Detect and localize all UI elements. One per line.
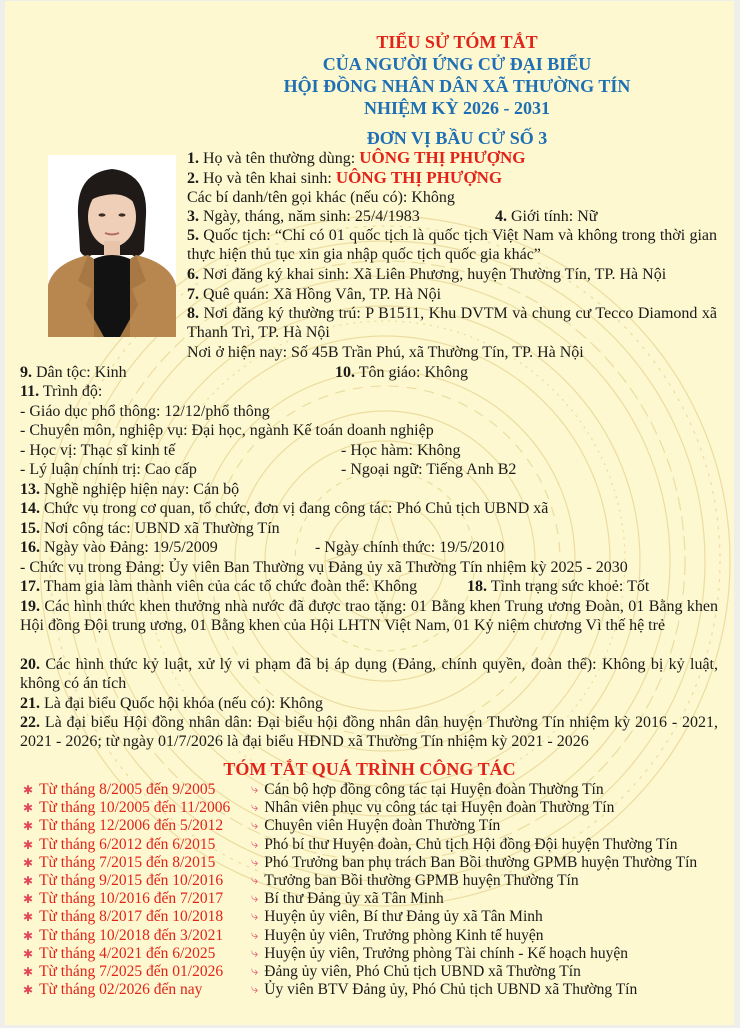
candidate-name: UÔNG THỊ PHƯỢNG bbox=[359, 148, 526, 167]
career-role: Huyện ủy viên, Trưởng phòng Tài chính - Kế hoạch huyện bbox=[264, 944, 629, 962]
field-birth-name: 2. Họ và tên khai sinh: UÔNG THỊ PHƯỢNG bbox=[187, 168, 503, 187]
career-period: Từ tháng 7/2025 đến 01/2026 bbox=[39, 963, 224, 981]
field-qualification: 11. Trình độ: bbox=[20, 383, 103, 400]
career-role: Chuyên viên Huyện đoàn Thường Tín bbox=[264, 817, 501, 835]
arrow-icon: ⤷ bbox=[251, 854, 259, 870]
bullet-icon: ✱ bbox=[23, 855, 34, 870]
career-item bbox=[23, 945, 697, 963]
career-item bbox=[23, 963, 697, 981]
field-national-assembly: 21. Là đại biểu Quốc hội khóa (nếu có): Không bbox=[20, 695, 324, 712]
field-party-join-date: 16. Ngày vào Đảng: 19/5/2009 bbox=[20, 539, 218, 556]
career-role: Đảng ủy viên, Phó Chủ tịch UBND xã Thường Tín bbox=[264, 963, 581, 981]
field-date-of-birth: 3. Ngày, tháng, năm sinh: 25/4/1983 bbox=[187, 208, 420, 225]
arrow-icon: ⤷ bbox=[251, 891, 259, 907]
career-section-title: TÓM TẮT QUÁ TRÌNH CÔNG TÁC bbox=[223, 759, 516, 779]
career-role: Phó Trưởng ban phụ trách Ban Bồi thường GPMB huyện Thường Tín bbox=[264, 853, 698, 871]
arrow-icon: ⤷ bbox=[251, 982, 259, 998]
portrait-icon bbox=[48, 155, 176, 337]
career-role: Huyện ủy viên, Trưởng phòng Kinh tế huyện bbox=[264, 926, 544, 944]
field-birth-registration: 6. Nơi đăng ký khai sinh: Xã Liên Phương, huyện Thường Tín, TP. Hà Nội bbox=[187, 266, 667, 283]
career-period: Từ tháng 9/2015 đến 10/2016 bbox=[39, 872, 224, 890]
field-political-theory: - Lý luận chính trị: Cao cấp bbox=[20, 461, 197, 478]
field-nationality: 5. Quốc tịch: “Chỉ có 01 quốc tịch là quốc tịch Việt Nam và không trong thời gian thực hiện thủ tục xin gia nhập quốc tịch quốc gia khác” bbox=[187, 227, 717, 264]
electoral-unit: ĐƠN VỊ BẦU CỬ SỐ 3 bbox=[366, 128, 548, 148]
document-header bbox=[5, 31, 734, 149]
field-workplace: 15. Nơi công tác: UBND xã Thường Tín bbox=[20, 520, 280, 537]
field-occupation: 13. Nghề nghiệp hiện nay: Cán bộ bbox=[20, 481, 240, 498]
career-item bbox=[23, 908, 697, 926]
career-item bbox=[23, 817, 697, 835]
career-period: Từ tháng 10/2018 đến 3/2021 bbox=[39, 926, 224, 944]
field-awards: 19. Các hình thức khen thưởng nhà nước đã được trao tặng: 01 Bằng khen Trung ương Đoàn, 01 Bằng khen Hội đồng Đội trung ương, 01 Bằng khen của Hội LHTN Việt Nam, 01 Kỷ niệm chương Vì thế hệ trẻ bbox=[20, 598, 718, 635]
career-item bbox=[23, 890, 697, 908]
career-period: Từ tháng 10/2016 đến 7/2017 bbox=[39, 890, 224, 908]
field-permanent-residence: 8. Nơi đăng ký thường trú: P B1511, Khu DVTM và chung cư Tecco Diamond xã Thanh Trì, TP. Hà Nội bbox=[187, 305, 717, 342]
career-role: Ủy viên BTV Đảng ủy, Phó Chủ tịch UBND xã Thường Tín bbox=[264, 981, 638, 999]
subtitle-council: HỘI ĐỒNG NHÂN DÂN XÃ THƯỜNG TÍN bbox=[283, 76, 631, 96]
career-role: Nhân viên phục vụ công tác tại Huyện đoàn Thường Tín bbox=[264, 799, 615, 817]
bullet-icon: ✱ bbox=[23, 910, 34, 925]
bullet-icon: ✱ bbox=[23, 819, 34, 834]
candidate-photo bbox=[48, 155, 176, 337]
bullet-icon: ✱ bbox=[23, 928, 34, 943]
field-council-deputy: 22. Là đại biểu Hội đồng nhân dân: Đại biểu hội đồng nhân dân huyện Thường Tín nhiệm kỳ 2016 - 2021, 2021 - 2026; từ ngày 01/7/2026 là đại biểu HĐND xã Thường Tín nhiệm kỳ 2021 - 2026 bbox=[20, 714, 718, 751]
arrow-icon: ⤷ bbox=[251, 927, 259, 943]
arrow-icon: ⤷ bbox=[251, 964, 259, 980]
arrow-icon: ⤷ bbox=[251, 818, 259, 834]
career-item bbox=[23, 799, 697, 817]
field-common-name: 1. Họ và tên thường dùng: UÔNG THỊ PHƯỢNG bbox=[187, 148, 526, 167]
career-role: Cán bộ hợp đồng công tác tại Huyện đoàn Thường Tín bbox=[264, 781, 604, 798]
field-religion: 10. Tôn giáo: Không bbox=[335, 364, 469, 381]
career-role: Phó bí thư Huyện đoàn, Chủ tịch Hội đồng Đội huyện Thường Tín bbox=[264, 835, 678, 853]
arrow-icon: ⤷ bbox=[251, 836, 259, 852]
career-list bbox=[23, 781, 697, 999]
field-foreign-language: - Ngoại ngữ: Tiếng Anh B2 bbox=[341, 461, 517, 478]
field-discipline: 20. Các hình thức kỷ luật, xử lý vi phạm đã bị áp dụng (Đảng, chính quyền, đoàn thể): Không bị kỷ luật, không có án tích bbox=[20, 656, 718, 693]
field-position: 14. Chức vụ trong cơ quan, tổ chức, đơn vị đang công tác: Phó Chủ tịch UBND xã bbox=[20, 500, 549, 517]
field-gender: 4. Giới tính: Nữ bbox=[495, 208, 598, 225]
arrow-icon: ⤷ bbox=[251, 800, 259, 816]
arrow-icon: ⤷ bbox=[251, 909, 259, 925]
field-party-official-date: - Ngày chính thức: 19/5/2010 bbox=[315, 539, 505, 556]
bullet-icon: ✱ bbox=[23, 783, 34, 797]
career-role: Trưởng ban Bồi thường GPMB huyện Thường Tín bbox=[264, 872, 579, 890]
field-party-position: - Chức vụ trong Đảng: Ủy viên Ban Thường vụ Đảng ủy xã Thường Tín nhiệm kỳ 2025 - 2030 bbox=[20, 559, 628, 576]
field-alias: Các bí danh/tên gọi khác (nếu có): Không bbox=[187, 189, 455, 206]
field-current-residence: Nơi ở hiện nay: Số 45B Trần Phú, xã Thường Tín, TP. Hà Nội bbox=[187, 344, 584, 361]
arrow-icon: ⤷ bbox=[251, 782, 259, 797]
subtitle-candidate: CỦA NGƯỜI ỨNG CỬ ĐẠI BIỂU bbox=[322, 54, 592, 74]
document-title: TIỂU SỬ TÓM TẮT bbox=[376, 32, 538, 52]
career-role: Bí thư Đảng ủy xã Tân Minh bbox=[264, 890, 444, 908]
candidate-birth-name: UÔNG THỊ PHƯỢNG bbox=[335, 168, 503, 187]
bullet-icon: ✱ bbox=[23, 983, 34, 998]
career-item bbox=[23, 927, 697, 945]
career-item bbox=[23, 781, 697, 799]
career-item bbox=[23, 836, 697, 854]
field-general-education: - Giáo dục phổ thông: 12/12/phổ thông bbox=[20, 403, 270, 420]
bullet-icon: ✱ bbox=[23, 946, 34, 961]
career-role: Huyện ủy viên, Bí thư Đảng ủy xã Tân Minh bbox=[264, 908, 543, 926]
career-period: Từ tháng 8/2005 đến 9/2005 bbox=[39, 781, 216, 798]
field-ethnicity: 9. Dân tộc: Kinh bbox=[20, 364, 127, 381]
career-period: Từ tháng 10/2005 đến 11/2006 bbox=[39, 799, 231, 817]
career-item bbox=[23, 872, 697, 890]
field-health: 18. Tình trạng sức khoẻ: Tốt bbox=[467, 578, 650, 595]
career-item bbox=[23, 981, 697, 999]
bullet-icon: ✱ bbox=[23, 837, 34, 852]
arrow-icon: ⤷ bbox=[251, 945, 259, 961]
career-period: Từ tháng 12/2006 đến 5/2012 bbox=[39, 817, 224, 835]
career-item bbox=[23, 854, 697, 872]
career-period: Từ tháng 7/2015 đến 8/2015 bbox=[39, 853, 216, 871]
field-hometown: 7. Quê quán: Xã Hồng Vân, TP. Hà Nội bbox=[187, 286, 442, 303]
bullet-icon: ✱ bbox=[23, 892, 34, 907]
field-academic-title: - Học hàm: Không bbox=[341, 442, 461, 459]
bullet-icon: ✱ bbox=[23, 874, 34, 889]
bullet-icon: ✱ bbox=[23, 801, 34, 816]
bullet-icon: ✱ bbox=[23, 965, 34, 980]
arrow-icon: ⤷ bbox=[251, 873, 259, 889]
career-period: Từ tháng 8/2017 đến 10/2018 bbox=[39, 908, 224, 926]
subtitle-term: NHIỆM KỲ 2026 - 2031 bbox=[364, 98, 550, 118]
field-organizations: 17. Tham gia làm thành viên của các tổ chức đoàn thể: Không bbox=[20, 578, 418, 595]
biography-page bbox=[5, 1, 734, 1025]
career-period: Từ tháng 02/2026 đến nay bbox=[39, 981, 203, 999]
career-period: Từ tháng 6/2012 đến 6/2015 bbox=[39, 835, 216, 853]
field-degree: - Học vị: Thạc sĩ kinh tế bbox=[20, 442, 176, 459]
career-period: Từ tháng 4/2021 đến 6/2025 bbox=[39, 944, 216, 962]
field-major: - Chuyên môn, nghiệp vụ: Đại học, ngành Kế toán doanh nghiệp bbox=[20, 422, 434, 439]
